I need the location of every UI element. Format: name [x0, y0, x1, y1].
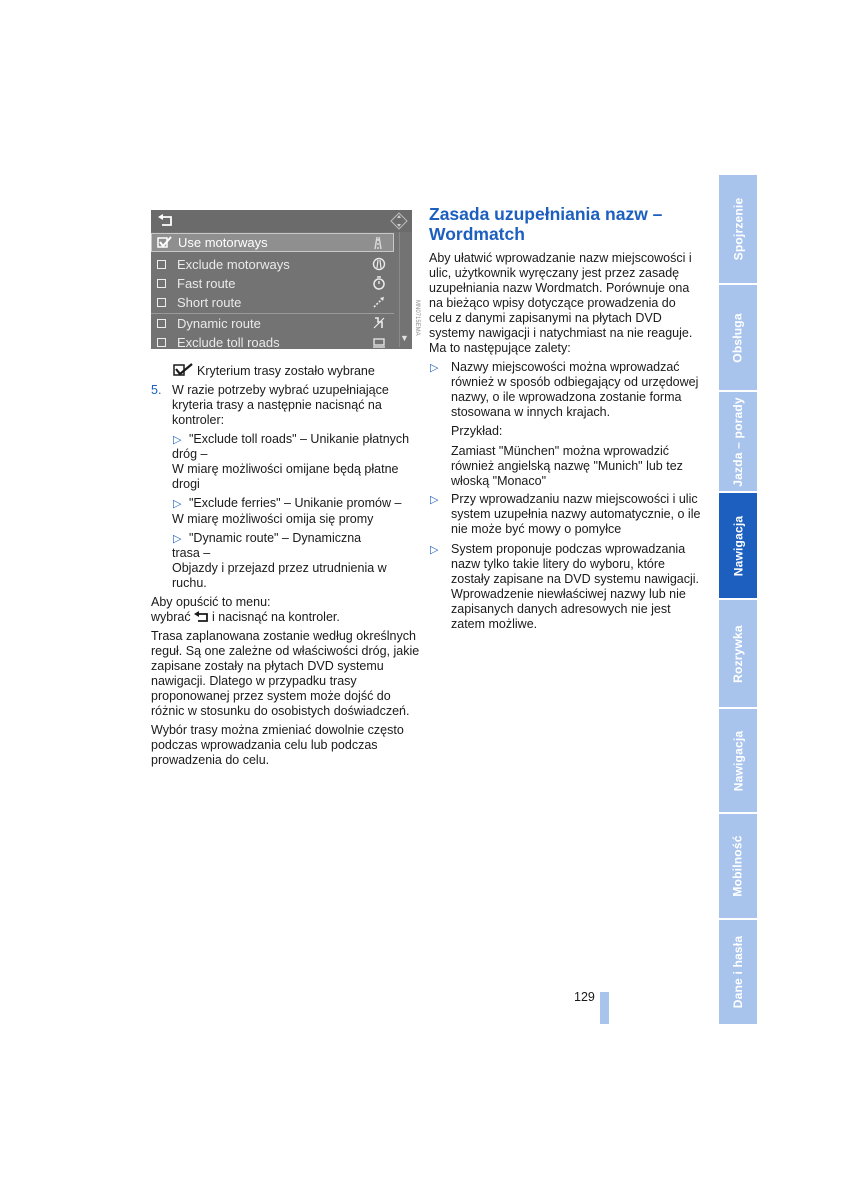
paragraph-text: Trasa zaplanowana zostanie według określnych — [151, 629, 416, 643]
checkbox-icon — [157, 279, 166, 288]
bullet-text: stosowana w innych krajach. — [451, 405, 611, 419]
bullet-text: nazw tylko takie litery do wyboru, które — [451, 557, 665, 571]
sub-option-text: W miarę możliwości omijane będą płatne — [172, 462, 399, 476]
bullet-text: również w sposób odbiegający od urzędowej — [451, 375, 699, 389]
checkbox-icon — [157, 260, 166, 269]
checkbox-icon — [157, 298, 166, 307]
tab-obsluga[interactable] — [719, 285, 757, 390]
bullet-arrow-icon: ▷ — [173, 533, 182, 545]
sub-option-text: Objazdy i przejazd przez utrudnienia w — [172, 561, 387, 575]
tab-label: Nawigacja — [731, 730, 745, 791]
bullet-arrow-icon: ▷ — [173, 498, 182, 510]
paragraph-text: proponowanej przez system może dojść do — [151, 689, 391, 703]
list-item-dynamic-route[interactable] — [151, 313, 394, 333]
bullet-text: zostały zapisane na DVD systemu nawigacji. — [451, 572, 700, 586]
intro-text: celu z danymi zapisanymi na płytach DVD — [429, 311, 662, 325]
paragraph-text: prowadzenia do celu. — [151, 753, 270, 767]
checkbox-icon — [157, 338, 166, 347]
page-number-bar — [600, 992, 609, 1024]
bullet-text: Przy wprowadzaniu nazw miejscowości i ulic — [451, 492, 698, 506]
bullet-arrow-icon: ▷ — [430, 362, 439, 374]
list-item-use-motorways[interactable] — [151, 233, 394, 252]
screen-topbar — [151, 210, 412, 232]
item-label: Short route — [177, 295, 242, 310]
paragraph-text: reguł. Są one zależne od właściwości dróg, jakie — [151, 644, 420, 658]
list-item-short-route[interactable] — [151, 293, 394, 312]
step-text: kontroler: — [172, 413, 225, 427]
paragraph-text: różnic w stosunku do osobistych doświadczeń. — [151, 704, 410, 718]
item-label: Use motorways — [178, 235, 268, 250]
sub-option-text: "Exclude toll roads" – Unikanie płatnych — [189, 432, 410, 446]
intro-text: systemy nawigacji i natychmiast na nie reaguje. — [429, 326, 693, 340]
checkmark-icon — [157, 236, 173, 250]
step-number: 5. — [151, 383, 162, 397]
sub-option-text: W miarę możliwości omija się promy — [172, 512, 374, 526]
list-item-fast-route[interactable] — [151, 274, 394, 293]
tab-dane-i-hasla[interactable] — [719, 920, 757, 1024]
paragraph-text: zapisane zostały na płytach DVD systemu — [151, 659, 384, 673]
sub-option-text: trasa – — [172, 546, 211, 560]
image-code — [412, 300, 420, 346]
tab-label: Dane i hasła — [731, 935, 745, 1009]
motorway-icon — [371, 236, 385, 250]
tab-nawigacja[interactable] — [719, 709, 757, 812]
page-number: 129 — [574, 990, 595, 1004]
toll-icon — [372, 335, 386, 349]
section-title — [429, 204, 699, 244]
no-motorway-icon — [372, 257, 386, 271]
bullet-text: zapisanych danych adresowych nie jest — [451, 602, 671, 616]
intro-text: ulic, użytkownik wyręczany jest przez zasadę — [429, 266, 680, 280]
route-options-list — [151, 233, 394, 349]
tab-label: Nawigacja — [731, 515, 745, 576]
paragraph-text: podczas wprowadzania celu lub podczas — [151, 738, 378, 752]
list-item-exclude-motorways[interactable] — [151, 255, 394, 274]
bullet-arrow-icon: ▷ — [173, 434, 182, 446]
example-label: Przykład: — [451, 424, 503, 438]
checkmark-icon — [173, 363, 194, 377]
intro-text: uzupełniania nazw Wordmatch. Porównuje ona — [429, 281, 690, 295]
example-text: również angielską nazwę "Munich" lub tez — [451, 459, 683, 473]
item-label: Dynamic route — [177, 316, 261, 331]
tab-label: Obsługa — [731, 312, 745, 363]
bullet-text: nazwy, o ile wprowadzona zostanie forma — [451, 390, 682, 404]
intro-text: na bieżąco wpisy dotyczące prowadzenia do — [429, 296, 676, 310]
intro-text: Aby ułatwić wprowadzanie nazw miejscowości i — [429, 251, 692, 265]
sub-option-text: drogi — [172, 477, 200, 491]
back-arrow-icon — [193, 610, 210, 624]
tab-nawigacja-active[interactable] — [719, 493, 757, 598]
step-text: kryteria trasy a następnie nacisnąć na — [172, 398, 382, 412]
tab-label: Spojrzenie — [731, 197, 745, 261]
item-label: Fast route — [177, 276, 236, 291]
tab-label: Rozrywka — [731, 624, 745, 683]
scroll-down-icon: ▼ — [400, 333, 409, 343]
step-text: W razie potrzeby wybrać uzupełniające — [172, 383, 389, 397]
example-text: Zamiast "München" można wprowadzić — [451, 444, 669, 458]
section-title-line: Zasada uzupełniania nazw – — [429, 204, 663, 224]
item-label: Exclude toll roads — [177, 335, 280, 349]
paragraph-text: nawigacji. Dlatego w przypadku trasy — [151, 674, 357, 688]
intro-text: Ma to następujące zalety: — [429, 341, 571, 355]
checkbox-icon — [157, 319, 166, 328]
route-criteria-screen — [151, 210, 412, 349]
bullet-text: System proponuje podczas wprowadzania — [451, 542, 686, 556]
sub-option-text: "Dynamic route" – Dynamiczna — [189, 531, 362, 545]
bullet-text: Wprowadzenie niewłaściwej nazwy lub nie — [451, 587, 686, 601]
scrollbar[interactable] — [399, 232, 409, 347]
dynamic-route-icon — [372, 316, 386, 330]
bullet-text: zatem możliwe. — [451, 617, 538, 631]
exit-text: wybrać — [151, 610, 191, 624]
list-item-exclude-toll-roads[interactable] — [151, 333, 394, 349]
sub-option-text: ruchu. — [172, 576, 207, 590]
item-label: Exclude motorways — [177, 257, 290, 272]
tab-mobilnosc[interactable] — [719, 814, 757, 918]
bullet-arrow-icon: ▷ — [430, 544, 439, 556]
tab-spojrzenie[interactable] — [719, 175, 757, 283]
exit-text: Aby opuścić to menu: — [151, 595, 271, 609]
tab-label: Mobilność — [731, 835, 746, 897]
tab-label: Jazda – porady — [731, 396, 746, 487]
tab-jazda-porady[interactable] — [719, 392, 757, 491]
bullet-text: nie może być mowy o pomyłce — [451, 522, 622, 536]
section-title-line: Wordmatch — [429, 224, 525, 244]
paragraph-text: Wybór trasy można zmieniać dowolnie często — [151, 723, 404, 737]
controller-icon — [390, 212, 408, 230]
back-arrow-icon — [156, 213, 176, 229]
bullet-arrow-icon: ▷ — [430, 494, 439, 506]
sub-option-text: dróg – — [172, 447, 208, 461]
short-route-icon — [372, 295, 386, 309]
exit-text: i nacisnąć na kontroler. — [212, 610, 340, 624]
bullet-text: system uzupełnia nazwy automatycznie, o ile — [451, 507, 701, 521]
stopwatch-icon — [372, 276, 386, 290]
image-code-text: MN0715EMA — [414, 300, 420, 336]
legend-text: Kryterium trasy zostało wybrane — [197, 364, 375, 378]
sub-option-text: "Exclude ferries" – Unikanie promów – — [189, 496, 402, 510]
tab-rozrywka[interactable] — [719, 600, 757, 707]
bullet-text: Nazwy miejscowości można wprowadzać — [451, 360, 680, 374]
example-text: włoską "Monaco" — [451, 474, 547, 488]
